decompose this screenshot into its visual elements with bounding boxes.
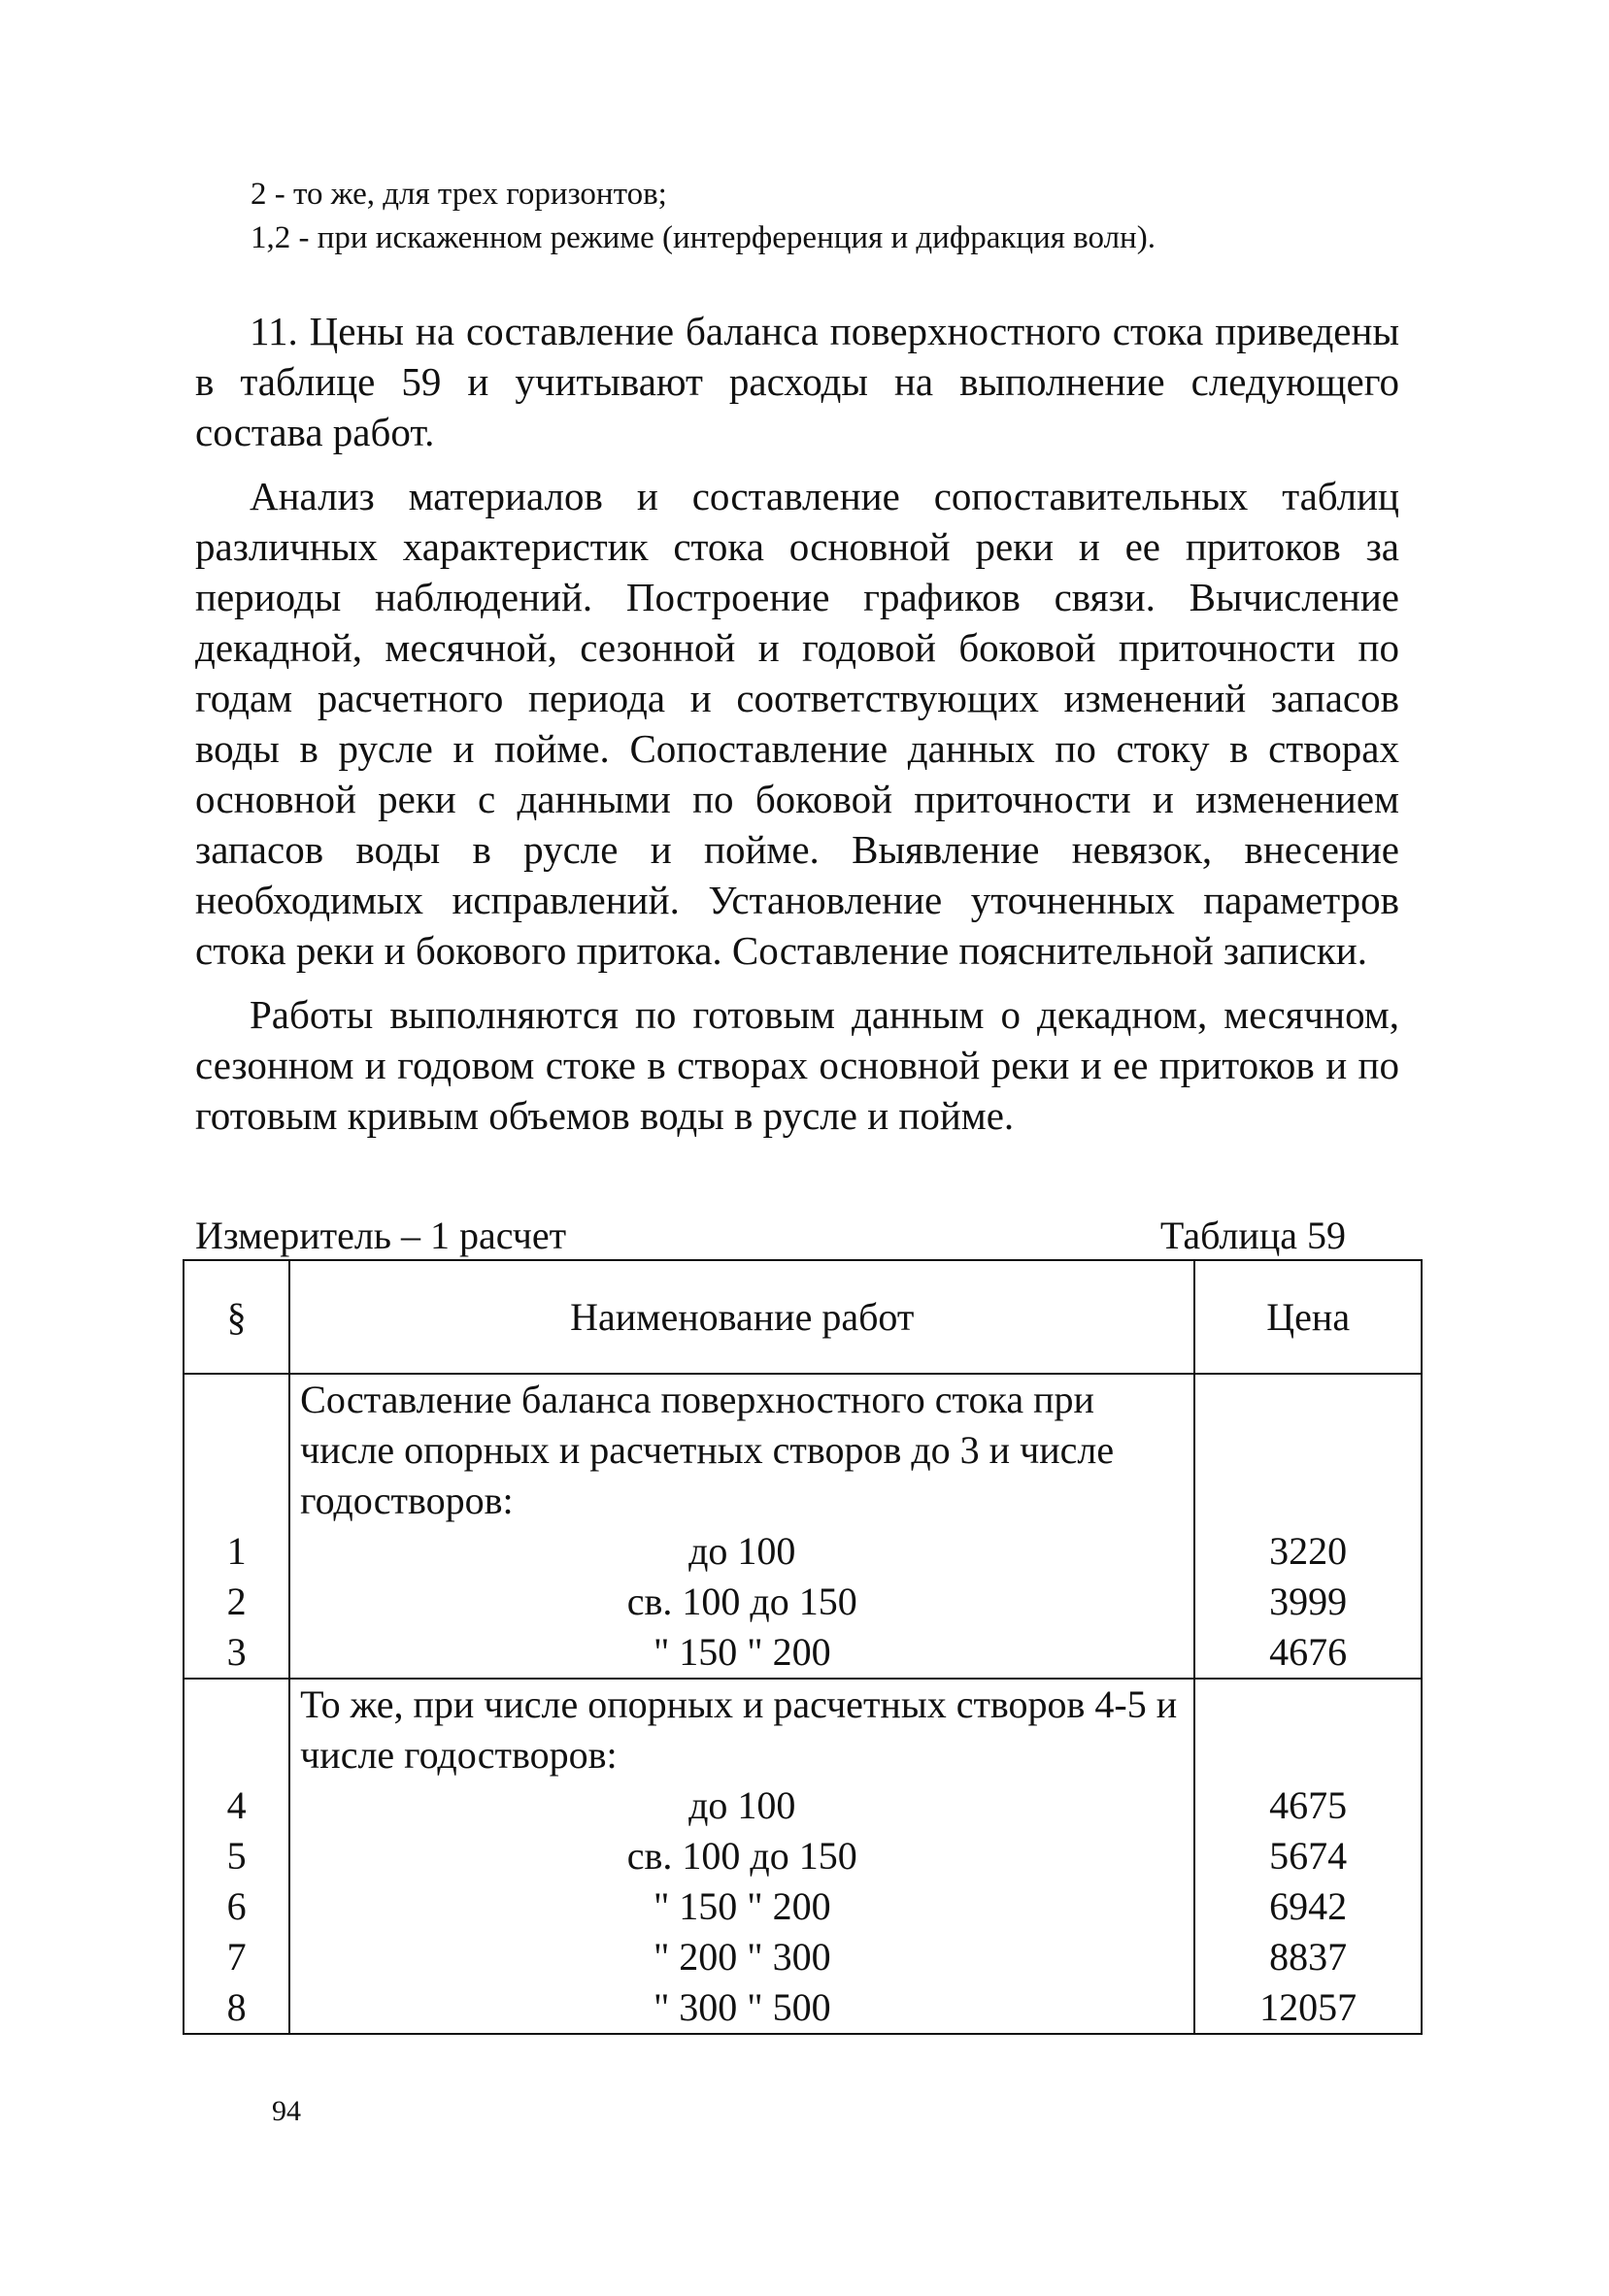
table-row	[184, 1932, 1422, 1982]
note-line: 2 - то же, для трех горизонтов;	[251, 177, 667, 212]
table-row	[184, 1881, 1422, 1932]
paragraph: Анализ материалов и составление сопоставительных таблиц различных характеристик стока основной реки и ее притоков за периоды наблюдений. Построение графиков связи. Вычисление декадной, месячной, сезонной и годовой боковой приточности по годам расчетного периода и соответствующих изменений запасов воды в русле и пойме. Сопоставление данных по стоку в створах основной реки с данными по боковой приточности и изменением запасов воды в русле и пойме. Выявление невязок, внесение необходимых исправлений. Установление уточненных параметров стока реки и бокового притока. Составление пояснительной записки.	[195, 474, 1399, 973]
row-num: 8	[184, 1982, 289, 2034]
row-name: " 200 " 300	[289, 1932, 1194, 1982]
row-name: до 100	[289, 1780, 1194, 1831]
body-text	[195, 306, 1399, 1154]
group-title-row	[184, 1679, 1422, 1780]
row-name: св. 100 до 150	[289, 1577, 1194, 1627]
row-name: " 150 " 200	[289, 1881, 1194, 1932]
header-num: §	[184, 1260, 289, 1374]
header-price: Цена	[1194, 1260, 1422, 1374]
row-num: 3	[184, 1627, 289, 1679]
group-title: То же, при числе опорных и расчетных створов 4-5 и числе годостворов:	[289, 1679, 1194, 1780]
row-price: 8837	[1194, 1932, 1422, 1982]
page-number: 94	[272, 2095, 301, 2127]
row-num: 2	[184, 1577, 289, 1627]
table-row	[184, 1780, 1422, 1831]
table-meter: Измеритель – 1 расчет	[195, 1214, 567, 1257]
price-table	[183, 1259, 1423, 2035]
table-caption-row	[195, 1213, 1346, 1259]
group-title-row	[184, 1374, 1422, 1526]
paragraph: 11. Цены на составление баланса поверхностного стока приведены в таблице 59 и учитывают расходы на выполнение следующего состава работ.	[195, 309, 1399, 454]
table-caption: Таблица 59	[1159, 1214, 1346, 1257]
table-row	[184, 1982, 1422, 2034]
header-name: Наименование работ	[289, 1260, 1194, 1374]
row-name: " 150 " 200	[289, 1627, 1194, 1679]
row-num: 6	[184, 1881, 289, 1932]
row-price: 6942	[1194, 1881, 1422, 1932]
row-price: 12057	[1194, 1982, 1422, 2034]
row-name: св. 100 до 150	[289, 1831, 1194, 1881]
note-line: 1,2 - при искаженном режиме (интерференция и дифракция волн).	[251, 220, 1156, 255]
table-row	[184, 1627, 1422, 1679]
row-name: до 100	[289, 1526, 1194, 1577]
table-header-row	[184, 1260, 1422, 1374]
row-price: 5674	[1194, 1831, 1422, 1881]
row-num: 1	[184, 1526, 289, 1577]
row-price: 4676	[1194, 1627, 1422, 1679]
table-row	[184, 1831, 1422, 1881]
row-num: 7	[184, 1932, 289, 1982]
row-num: 4	[184, 1780, 289, 1831]
group-title: Составление баланса поверхностного стока при числе опорных и расчетных створов до 3 и числе годостворов:	[289, 1374, 1194, 1526]
row-price: 3999	[1194, 1577, 1422, 1627]
row-num: 5	[184, 1831, 289, 1881]
row-price: 3220	[1194, 1526, 1422, 1577]
paragraph: Работы выполняются по готовым данным о декадном, месячном, сезонном и годовом стоке в створах основной реки и ее притоков и по готовым кривым объемов воды в русле и пойме.	[195, 992, 1399, 1138]
table-row	[184, 1577, 1422, 1627]
row-name: " 300 " 500	[289, 1982, 1194, 2034]
row-price: 4675	[1194, 1780, 1422, 1831]
table-row	[184, 1526, 1422, 1577]
notes-block	[251, 173, 1416, 260]
